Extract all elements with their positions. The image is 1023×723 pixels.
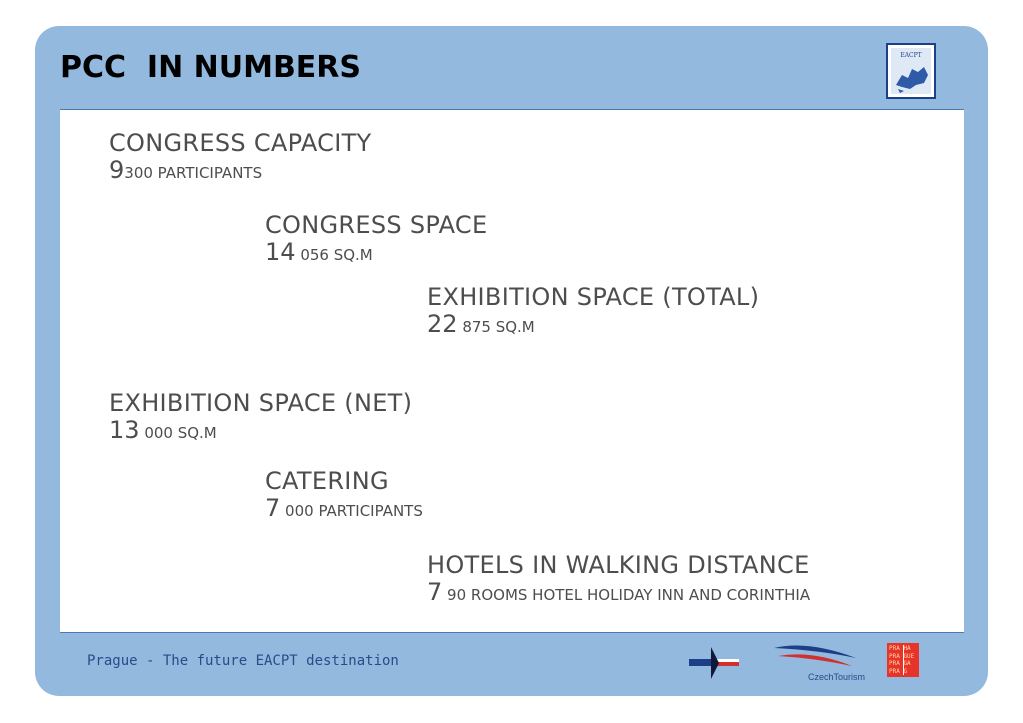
stat-congress-space xyxy=(265,210,487,267)
stat-label: CONGRESS SPACE xyxy=(265,211,488,239)
slide-frame xyxy=(35,26,988,696)
czechtourism-label: CzechTourism xyxy=(808,672,866,682)
stat-congress-capacity xyxy=(109,128,372,185)
stat-value: 13 000 SQ.M xyxy=(109,416,217,444)
stat-value: 14 056 SQ.M xyxy=(265,238,373,266)
stat-value: 7 90 ROOMS HOTEL HOLIDAY INN AND CORINTHIA xyxy=(427,578,811,606)
logo-text: EACPT xyxy=(900,52,922,59)
stat-label: HOTELS IN WALKING DISTANCE xyxy=(427,551,810,579)
stat-label: CATERING xyxy=(265,467,389,495)
content-panel xyxy=(60,109,964,633)
eacpt-logo xyxy=(886,43,936,99)
czech-airline-icon xyxy=(689,645,739,685)
slide-title: PCC IN NUMBERS xyxy=(60,50,362,85)
praha-logo-text: PRA HA PRA GUE PRA GA PRA G xyxy=(889,645,915,675)
stat-exhibition-space-net xyxy=(109,388,412,445)
stat-value: 7 000 PARTICIPANTS xyxy=(265,494,423,522)
stat-value: 22 875 SQ.M xyxy=(427,310,535,338)
stat-value: 9300 PARTICIPANTS xyxy=(109,156,263,184)
praha-logo xyxy=(887,643,919,677)
stat-hotels-walking-distance xyxy=(427,550,810,607)
footer-caption: Prague - The future EACPT destination xyxy=(87,653,399,669)
stat-label: EXHIBITION SPACE (TOTAL) xyxy=(427,283,760,311)
czechtourism-logo xyxy=(768,640,866,684)
stat-label: CONGRESS CAPACITY xyxy=(109,129,372,157)
stat-catering xyxy=(265,466,423,523)
europe-map-icon xyxy=(888,45,934,97)
stat-label: EXHIBITION SPACE (NET) xyxy=(109,389,413,417)
stat-exhibition-space-total xyxy=(427,282,759,339)
